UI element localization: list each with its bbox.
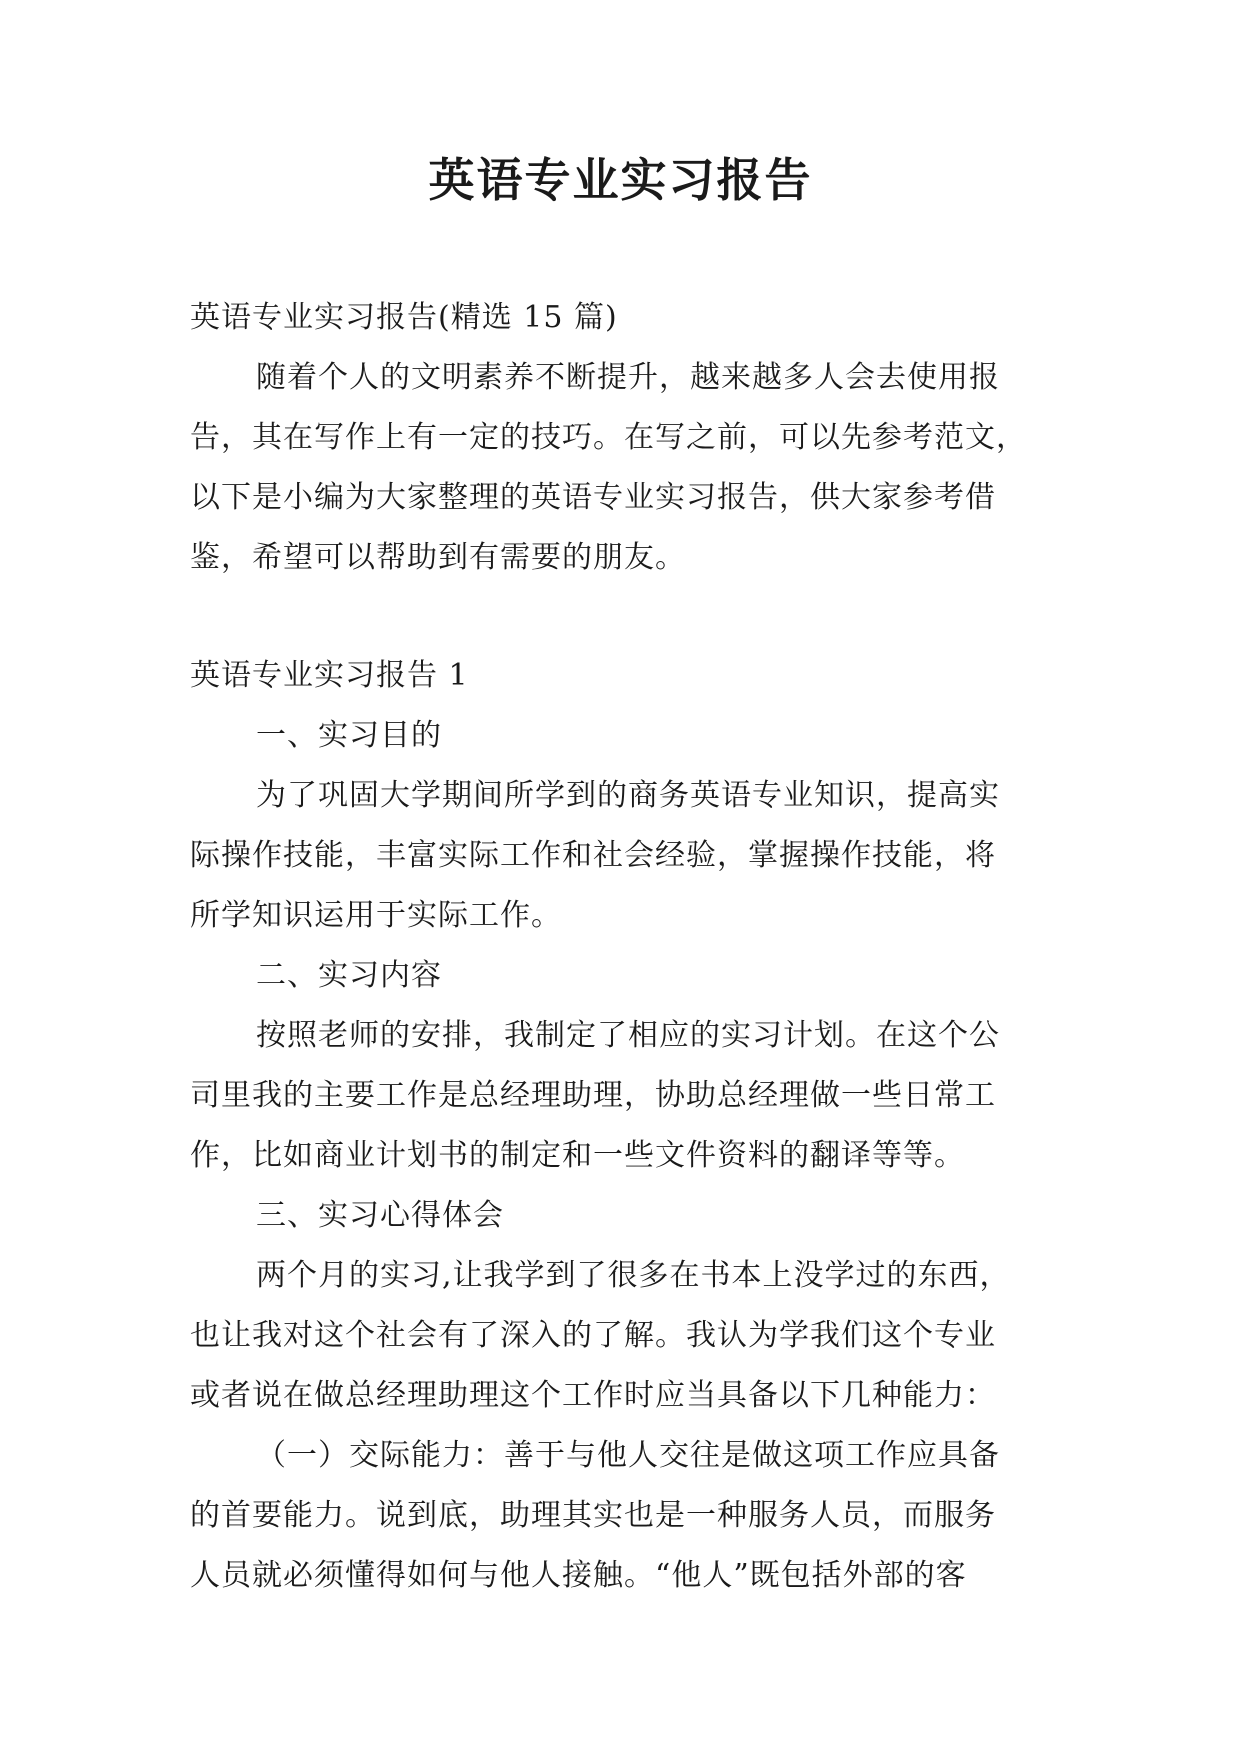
part2-line-1: 按照老师的安排，我制定了相应的实习计划。在这个公 — [256, 1018, 1000, 1053]
part1-line-2: 际操作技能，丰富实际工作和社会经验，掌握操作技能，将 — [190, 838, 996, 873]
part1-line-3: 所学知识运用于实际工作。 — [190, 898, 562, 933]
section-heading: 英语专业实习报告 1 — [190, 658, 469, 693]
ability1-line-1: （一）交际能力：善于与他人交往是做这项工作应具备 — [256, 1438, 1000, 1473]
part3-line-1: 两个月的实习,让我学到了很多在书本上没学过的东西， — [256, 1258, 1011, 1293]
ability1-line-3: 人员就必须懂得如何与他人接触。“他人”既包括外部的客 — [190, 1558, 967, 1593]
part2-line-2: 司里我的主要工作是总经理助理，协助总经理做一些日常工 — [190, 1078, 996, 1113]
part2-heading: 二、实习内容 — [256, 958, 442, 993]
intro-line-4: 鉴，希望可以帮助到有需要的朋友。 — [190, 540, 686, 575]
paragraph-spacer — [190, 588, 1050, 646]
part3-heading: 三、实习心得体会 — [256, 1198, 504, 1233]
part3-line-3: 或者说在做总经理助理这个工作时应当具备以下几种能力： — [190, 1378, 996, 1413]
document-subtitle: 英语专业实习报告(精选 15 篇) — [190, 300, 618, 335]
intro-line-1: 随着个人的文明素养不断提升，越来越多人会去使用报 — [256, 360, 1000, 395]
part3-line-2: 也让我对这个社会有了深入的了解。我认为学我们这个专业 — [190, 1318, 996, 1353]
document-body — [190, 288, 1050, 1606]
intro-line-3: 以下是小编为大家整理的英语专业实习报告，供大家参考借 — [190, 480, 996, 515]
part1-line-1: 为了巩固大学期间所学到的商务英语专业知识，提高实 — [256, 778, 1000, 813]
part2-line-3: 作，比如商业计划书的制定和一些文件资料的翻译等等。 — [190, 1138, 965, 1173]
part1-heading: 一、实习目的 — [256, 718, 442, 753]
intro-line-2: 告，其在写作上有一定的技巧。在写之前，可以先参考范文， — [190, 420, 1027, 455]
document-title: 英语专业实习报告 — [428, 153, 813, 207]
ability1-line-2: 的首要能力。说到底，助理其实也是一种服务人员，而服务 — [190, 1498, 996, 1533]
